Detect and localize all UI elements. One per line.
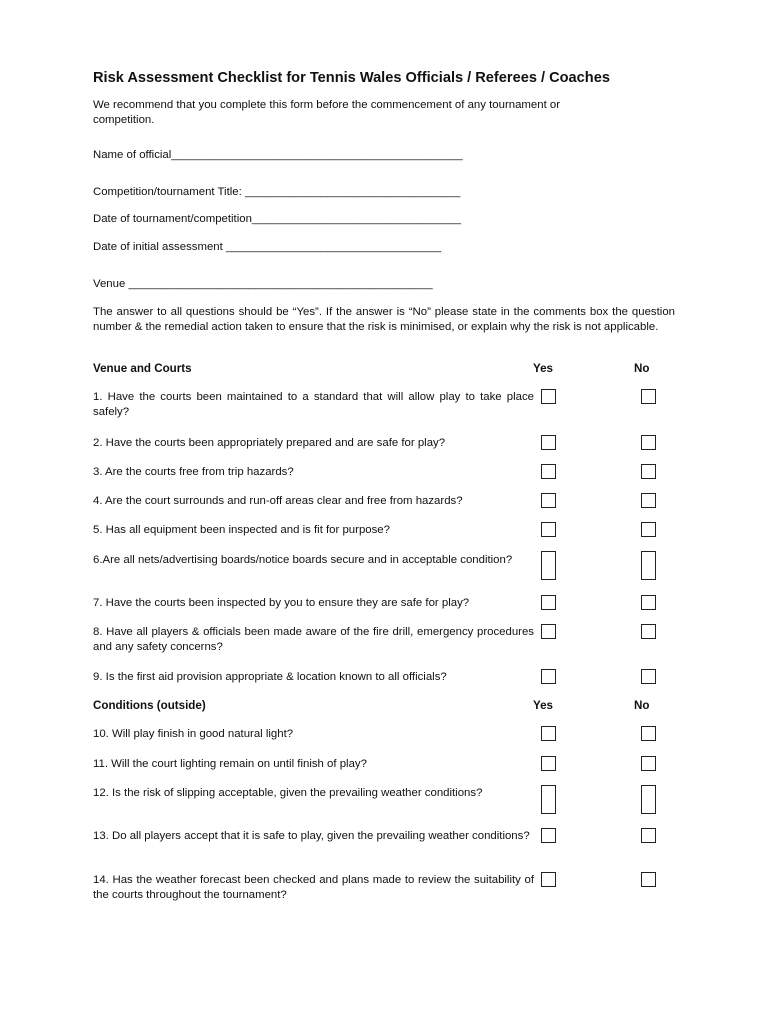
section-title-conditions-outside: Conditions (outside) — [93, 699, 206, 712]
q1-no-checkbox[interactable] — [641, 389, 656, 404]
q6-no-checkbox[interactable] — [641, 551, 656, 580]
question-1: 1. Have the courts been maintained to a standard that will allow play to take place safely? — [93, 391, 534, 418]
q1-yes-checkbox[interactable] — [541, 389, 556, 404]
question-2: 2. Have the courts been appropriately prepared and are safe for play? — [93, 437, 446, 449]
question-8: 8. Have all players & officials been made aware of the fire drill, emergency procedures and any safety concerns? — [93, 626, 534, 653]
q7-no-checkbox[interactable] — [641, 595, 656, 610]
q3-yes-checkbox[interactable] — [541, 464, 556, 479]
q12-no-checkbox[interactable] — [641, 785, 656, 814]
q3-no-checkbox[interactable] — [641, 464, 656, 479]
q13-no-checkbox[interactable] — [641, 828, 656, 843]
question-10: 10. Will play finish in good natural light? — [93, 728, 294, 740]
q2-no-checkbox[interactable] — [641, 435, 656, 450]
date-of-tournament-field[interactable]: Date of tournament/competition_________________________________ — [93, 213, 461, 225]
q7-yes-checkbox[interactable] — [541, 595, 556, 610]
instructions-text: The answer to all questions should be “Yes”. If the answer is “No” please state in the comments box the question number & the remedial action taken to ensure that the risk is minimised, or explain why the risk is not applicable. — [93, 306, 675, 333]
q8-no-checkbox[interactable] — [641, 624, 656, 639]
no-column-header: No — [634, 699, 650, 712]
q4-yes-checkbox[interactable] — [541, 493, 556, 508]
question-12: 12. Is the risk of slipping acceptable, given the prevailing weather conditions? — [93, 787, 483, 799]
q13-yes-checkbox[interactable] — [541, 828, 556, 843]
no-column-header: No — [634, 362, 650, 375]
form-title: Risk Assessment Checklist for Tennis Wales Officials / Referees / Coaches — [93, 70, 610, 86]
q8-yes-checkbox[interactable] — [541, 624, 556, 639]
venue-field[interactable]: Venue ________________________________________________ — [93, 278, 433, 290]
q12-yes-checkbox[interactable] — [541, 785, 556, 814]
competition-title-field[interactable]: Competition/tournament Title: __________________________________ — [93, 186, 461, 198]
q4-no-checkbox[interactable] — [641, 493, 656, 508]
yes-column-header: Yes — [533, 699, 553, 712]
q5-no-checkbox[interactable] — [641, 522, 656, 537]
question-6: 6.Are all nets/advertising boards/notice boards secure and in acceptable condition? — [93, 554, 513, 566]
yes-column-header: Yes — [533, 362, 553, 375]
question-14: 14. Has the weather forecast been checked and plans made to review the suitability of the courts throughout the tournament? — [93, 874, 534, 901]
q9-yes-checkbox[interactable] — [541, 669, 556, 684]
q14-no-checkbox[interactable] — [641, 872, 656, 887]
q14-yes-checkbox[interactable] — [541, 872, 556, 887]
question-3: 3. Are the courts free from trip hazards? — [93, 466, 294, 478]
question-11: 11. Will the court lighting remain on until finish of play? — [93, 758, 367, 770]
q10-yes-checkbox[interactable] — [541, 726, 556, 741]
question-4: 4. Are the court surrounds and run-off areas clear and free from hazards? — [93, 495, 463, 507]
name-of-official-field[interactable]: Name of official______________________________________________ — [93, 149, 463, 161]
q11-no-checkbox[interactable] — [641, 756, 656, 771]
date-initial-assessment-field[interactable]: Date of initial assessment __________________________________ — [93, 241, 442, 253]
question-9: 9. Is the first aid provision appropriate & location known to all officials? — [93, 671, 447, 683]
question-5: 5. Has all equipment been inspected and is fit for purpose? — [93, 524, 390, 536]
section-title-venue-courts: Venue and Courts — [93, 362, 192, 375]
q10-no-checkbox[interactable] — [641, 726, 656, 741]
q9-no-checkbox[interactable] — [641, 669, 656, 684]
q2-yes-checkbox[interactable] — [541, 435, 556, 450]
q11-yes-checkbox[interactable] — [541, 756, 556, 771]
q6-yes-checkbox[interactable] — [541, 551, 556, 580]
question-7: 7. Have the courts been inspected by you to ensure they are safe for play? — [93, 597, 470, 609]
q5-yes-checkbox[interactable] — [541, 522, 556, 537]
question-13: 13. Do all players accept that it is safe to play, given the prevailing weather conditions? — [93, 830, 530, 842]
intro-text: We recommend that you complete this form before the commencement of any tournament or competition. — [93, 99, 561, 126]
